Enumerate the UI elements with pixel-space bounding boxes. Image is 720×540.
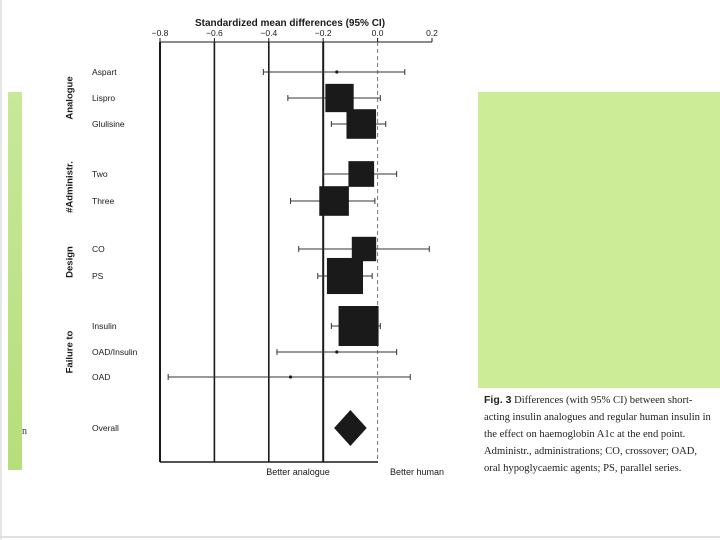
x-tick-label: −0.6	[206, 28, 223, 38]
figure-caption	[484, 392, 716, 477]
estimate-point	[335, 350, 338, 353]
row-label: Glulisine	[92, 119, 125, 129]
group-label: Failure to	[64, 330, 76, 374]
row-label: Three	[92, 196, 115, 206]
group-label: Design	[64, 246, 76, 278]
row-label: Two	[92, 169, 108, 179]
x-tick-label: −0.4	[260, 28, 278, 38]
better-human-label: Better human	[389, 467, 445, 477]
estimate-box	[352, 237, 376, 261]
group-label: #Administr.	[64, 161, 76, 213]
chart-title: Standardized mean differences (95% CI)	[194, 18, 386, 29]
row-label: Lispro	[92, 93, 116, 103]
x-tick-label: −0.8	[151, 28, 169, 38]
estimate-box	[319, 186, 349, 216]
row-label: OAD/Insulin	[92, 347, 138, 357]
estimate-box	[346, 109, 376, 139]
x-tick-label: 0.0	[371, 28, 384, 38]
edge-text-fragment: n	[22, 426, 27, 437]
estimate-point	[289, 375, 292, 378]
estimate-box	[339, 306, 379, 346]
better-analogue-label: Better analogue	[266, 467, 330, 477]
estimate-point	[335, 70, 338, 73]
row-label: Overall	[92, 423, 119, 433]
row-label: OAD	[92, 372, 111, 382]
estimate-box	[325, 84, 353, 112]
estimate-box	[348, 161, 374, 187]
row-label: Insulin	[92, 321, 117, 331]
group-label: Analogue	[64, 76, 76, 120]
estimate-box	[327, 258, 363, 294]
x-tick-label: −0.2	[314, 28, 332, 38]
row-label: CO	[92, 244, 105, 254]
row-label: Aspart	[92, 67, 117, 77]
x-tick-label: 0.2	[426, 28, 438, 38]
caption-fig-label: Fig. 3	[484, 394, 512, 406]
overall-diamond	[334, 410, 367, 446]
caption-text: Differences (with 95% CI) between short-acting insulin analogues and regular human insulin in the effect on haemoglobin A1c at the end point. Administr., administrations; CO, crossover; OAD, oral hypoglycaemic agents; PS, parallel series.	[484, 395, 711, 474]
row-label: PS	[92, 271, 104, 281]
